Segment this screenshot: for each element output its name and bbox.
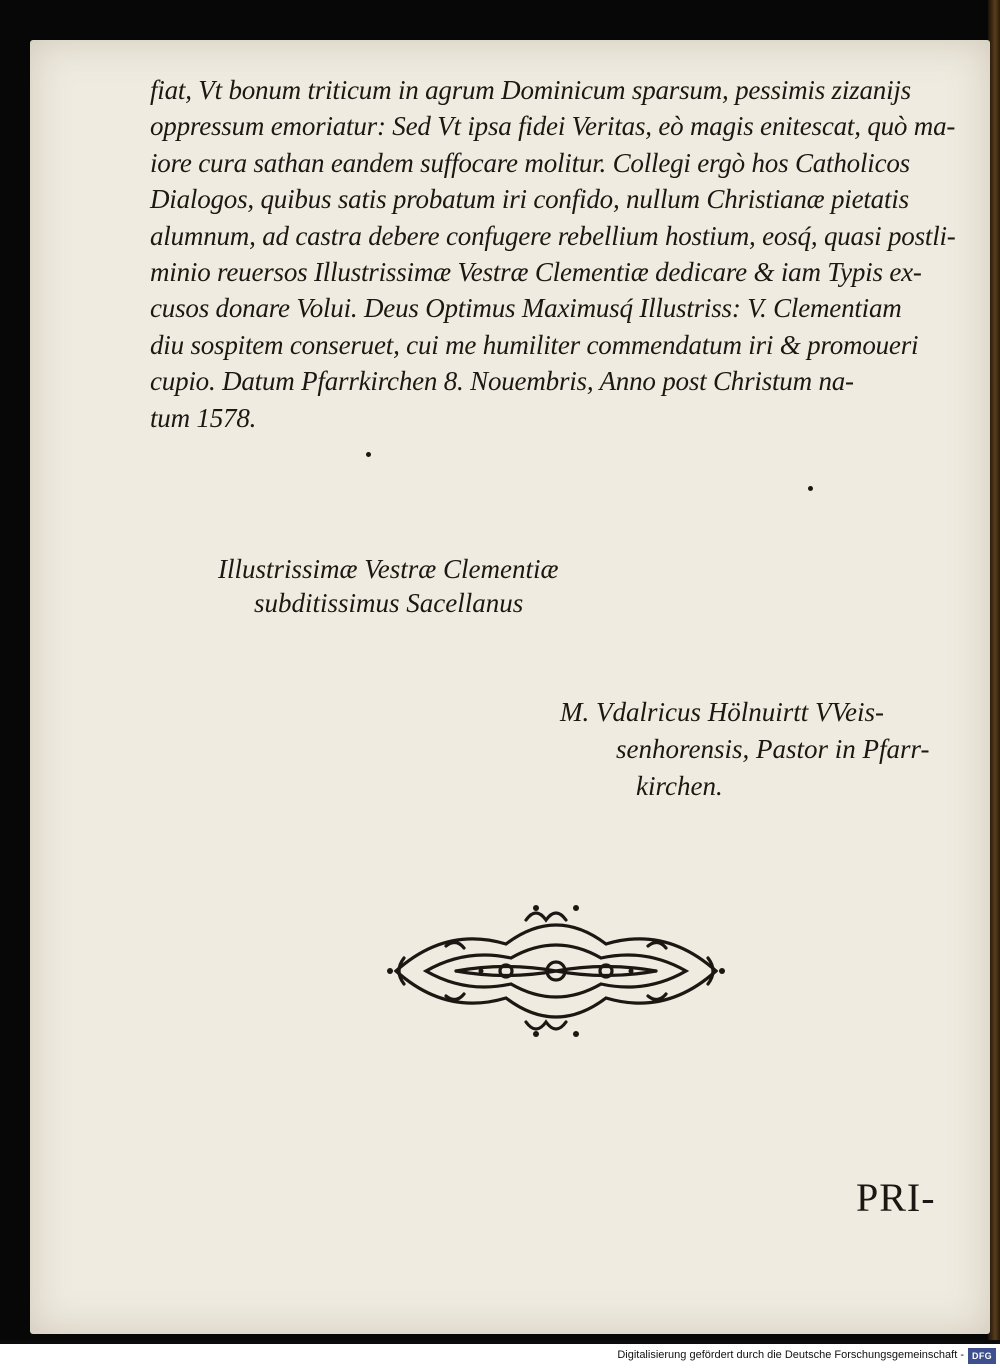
dfg-logo-icon: DFG [968,1348,996,1364]
digitization-footer [0,1344,1000,1368]
body-line: tum 1578. [150,402,257,433]
body-line: iore cura sathan eandem suffocare molitur. Collegi ergò hos Catholicos [150,147,910,178]
printers-ornament-icon [386,896,726,1046]
body-line: cusos donare Volui. Deus Optimus Maximusq́ Illustriss: V. Clementiam [150,293,902,324]
body-line: oppressum emoriatur: Sed Vt ipsa fidei Veritas, eò magis enitescat, quò ma- [150,111,956,142]
body-line: alumnum, ad castra debere confugere rebellium hostium, eosq́, quasi postli- [150,220,956,251]
body-line: minio reuersos Illustrissimæ Vestræ Clementiæ dedicare & iam Typis ex- [150,257,922,288]
dedication-body [150,72,956,436]
closing-line-1: Illustrissimæ Vestræ Clementiæ [218,554,559,584]
ink-dot [366,452,371,457]
body-line: cupio. Datum Pfarrkirchen 8. Nouembris, Anno post Christum na- [150,366,854,397]
catchword: PRI- [856,1175,936,1220]
signature-line-3: kirchen. [636,771,723,801]
footer-credit: Digitalisierung gefördert durch die Deutsche Forschungsgemeinschaft - [617,1349,964,1361]
closing-salutation [218,552,559,620]
body-line: diu sospitem conseruet, cui me humiliter commendatum iri & promoueri [150,329,919,360]
closing-line-2: subditissimus Sacellanus [254,588,524,618]
body-line: fiat, Vt bonum triticum in agrum Dominicum sparsum, pessimis zizanijs [150,75,911,105]
signature-line-1: M. Vdalricus Hölnuirtt VVeis- [560,697,884,727]
body-line: Dialogos, quibus satis probatum iri confido, nullum Christianæ pietatis [150,184,909,215]
signature-line-2: senhorensis, Pastor in Pfarr- [616,734,930,764]
author-signature [560,694,929,805]
ink-dot [808,486,813,491]
